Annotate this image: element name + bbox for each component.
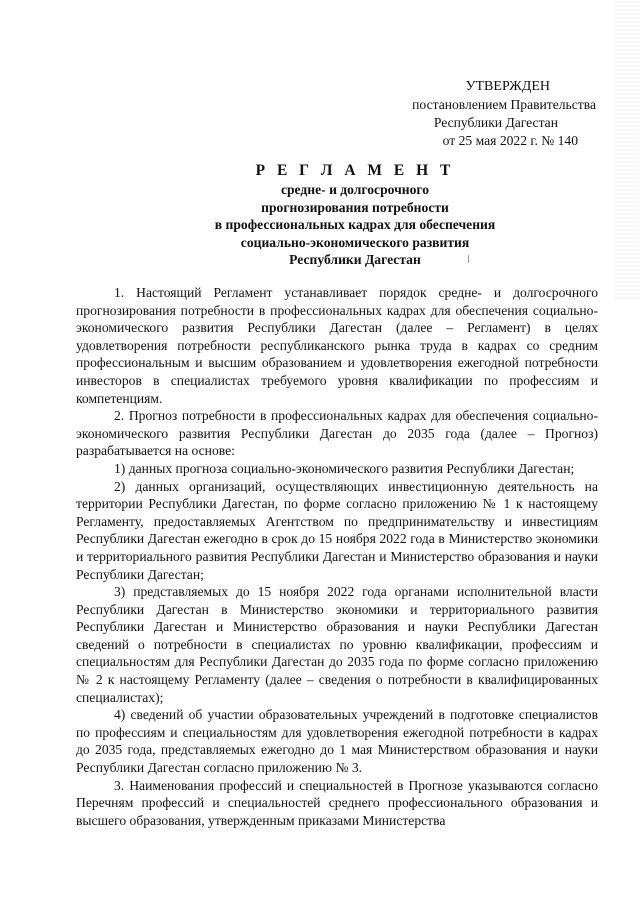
scan-mark bbox=[468, 255, 469, 263]
paragraph-2-item-2: 2) данных организаций, осуществляющих инвестиционную деятельность на территории Республики Дагестан, по форме согласно приложению № 1 к настоящему Регламенту, предоставляемых Агентством по предпринимательству и инвестициям Республики Дагестан ежегодно в срок до 15 ноября 2022 года в Министерство экономики и территориального развития Республики Дагестан и Министерство образования и науки Республики Дагестан; bbox=[76, 478, 598, 582]
document-body bbox=[76, 284, 598, 829]
title-line-3: в профессиональных кадрах для обеспечения bbox=[214, 217, 496, 233]
paragraph-2-item-1: 1) данных прогноза социально-экономического развития Республики Дагестан; bbox=[114, 460, 575, 476]
paragraph-3: 3. Наименования профессий и специальностей в Прогнозе указываются согласно Перечням профессий и специальностей среднего профессионального образования и высшего образования, утвержденным приказами Министерства bbox=[76, 777, 598, 828]
title-line-2: прогнозирования потребности bbox=[261, 199, 449, 215]
title-line-5: Республики Дагестан bbox=[289, 252, 421, 268]
approval-line-date: от 25 мая 2022 г. № 140 bbox=[442, 133, 578, 148]
scan-artifact-edge bbox=[614, 0, 640, 300]
paragraph-2-item-3: 3) представляемых до 15 ноября 2022 года органами исполнительной власти Республики Дагестан в Министерство экономики и территориального развития Республики Дагестан и Министерство образования и науки Республики Дагестан сведений о потребности в специалистах по уровню квалификации, профессиям и специальностям для Республики Дагестан до 2035 года по форме согласно приложению № 2 к настоящему Регламенту (далее – сведения о потребности в квалифицированных специалистах); bbox=[76, 584, 598, 705]
title-line-1: средне- и долгосрочного bbox=[280, 182, 430, 197]
paragraph-2: 2. Прогноз потребности в профессиональных кадрах для обеспечения социально-экономического развития Республики Дагестан до 2035 года (далее – Прогноз) разрабатывается на основе: bbox=[76, 408, 598, 459]
approval-line-republic: Республики Дагестан bbox=[433, 115, 558, 130]
title-line-4: социально-экономического развития bbox=[240, 234, 470, 250]
paragraph-2-item-4: 4) сведений об участии образовательных учреждений в подготовке специалистов по профессиям и специальностям для удовлетворения ежегодной потребности в кадрах до 2035 года, представляемых ежегодно до 1 мая Министерством образования и науки Республики Дагестан согласно приложению № 3. bbox=[76, 707, 598, 776]
approval-heading: УТВЕРЖДЕН bbox=[465, 79, 550, 94]
approval-line-decree: постановлением Правительства bbox=[412, 97, 596, 112]
approval-stamp bbox=[336, 78, 596, 150]
title-heading: Р Е Г Л А М Е Н Т bbox=[255, 162, 455, 179]
document-title bbox=[120, 160, 590, 269]
paragraph-1: 1. Настоящий Регламент устанавливает порядок средне- и долгосрочного прогнозирования потребности в профессиональных кадрах для обеспечения социально-экономического развития Республики Дагестан (далее – Регламент) в целях удовлетворения потребности республиканского рынка труда в кадрах со средним профессиональным и высшим образованием и удовлетворения ежегодной потребности инвесторов в специалистах требуемого уровня квалификации по профессиям и компетенциям. bbox=[76, 285, 598, 406]
